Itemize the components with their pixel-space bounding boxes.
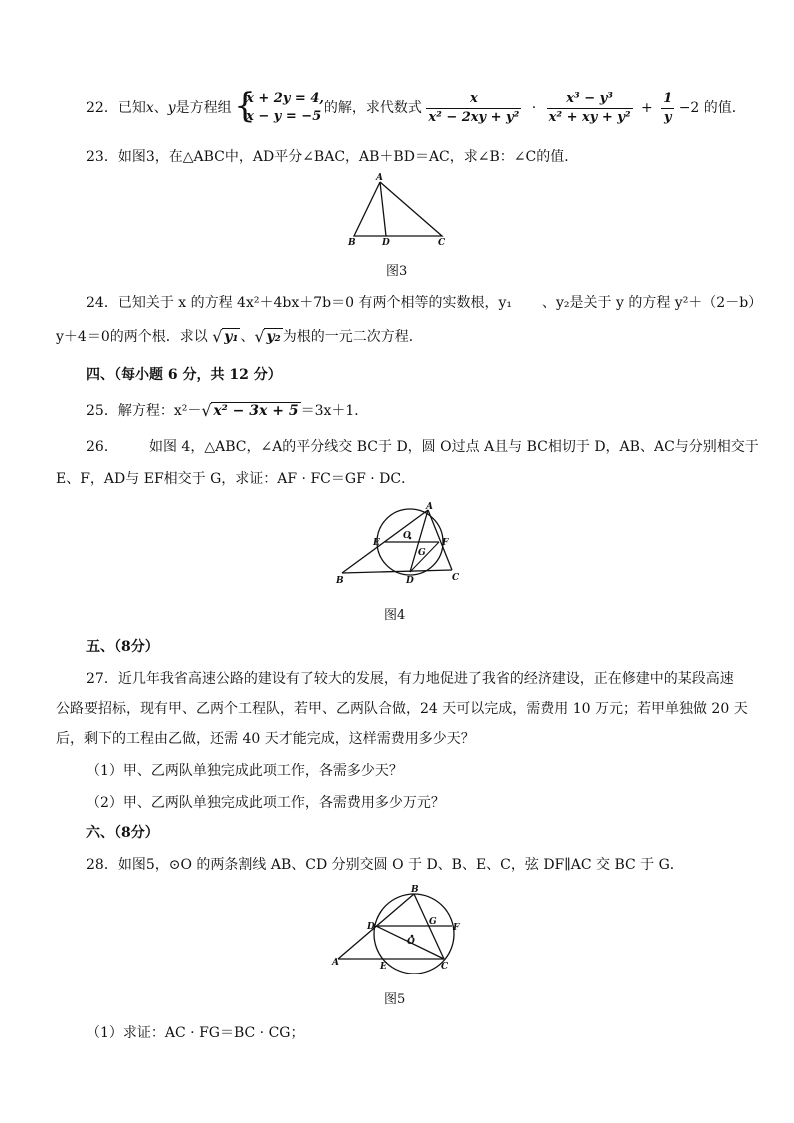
fig3-label-a: A xyxy=(376,173,383,183)
q22-line xyxy=(86,86,746,130)
q24-sep: 、 xyxy=(240,329,255,345)
q23-text: 23．如图3，在△ABC中，AD平分∠BAC，AB＋BD＝AC，求∠B：∠C的值． xyxy=(86,149,579,165)
section6-title: 六、（8分） xyxy=(86,825,159,841)
fig5-label-c: C xyxy=(441,962,449,972)
figure-4 xyxy=(330,500,470,590)
q22-equation-system xyxy=(234,86,324,126)
q25-sqrt xyxy=(201,403,300,419)
q24-line1b-text: 、y₂是关于 y 的方程 y²＋（2－b） xyxy=(542,295,763,311)
brace-icon: { xyxy=(234,86,256,126)
q24-root2: y₂ xyxy=(266,329,281,345)
fig4-label-f: F xyxy=(442,538,449,548)
section5-title: 五、（8分） xyxy=(86,639,159,655)
q24-root1: y₁ xyxy=(224,329,239,345)
q28-text: 28．如图5，⊙O 的两条割线 AB、CD 分别交圆 O 于 D、B、E、C，弦 DF∥AC 交 BC 于 G． xyxy=(86,857,684,873)
q22-plus: + xyxy=(641,100,653,116)
section4-title: 四、（每小题 6 分，共 12 分） xyxy=(86,367,282,383)
q22-mid: 是方程组 xyxy=(175,100,232,116)
fig3-bisector-ad xyxy=(380,182,386,236)
q22-f1-den: x² − 2xy + y² xyxy=(428,109,520,125)
q22-post: 的解，求代数式 xyxy=(323,100,422,116)
sqrt-icon: √ xyxy=(212,327,223,346)
q27-sub1: （1）甲、乙两队单独完成此项工作，各需多少天？ xyxy=(86,763,403,779)
q22-fraction-2 xyxy=(547,90,633,127)
q22-f2-num: x³ − y³ xyxy=(547,90,633,109)
fig5-label-o: O xyxy=(407,937,415,947)
fig3-label-b: B xyxy=(348,238,356,248)
fig4-label-d: D xyxy=(406,576,414,586)
q22-f3-den: y xyxy=(663,109,672,125)
q24-line1 xyxy=(86,292,762,312)
fig5-label-d: D xyxy=(367,922,375,932)
q22-fraction-3 xyxy=(661,90,674,127)
sqrt-icon: √ xyxy=(201,401,212,420)
q22-eq1: x + 2y = 4, xyxy=(246,91,324,106)
q22-f1-num: x xyxy=(426,90,521,109)
figure-3 xyxy=(340,170,460,250)
fig3-label-d: D xyxy=(382,238,390,248)
fig4-label-a: A xyxy=(426,502,433,512)
q24-line2 xyxy=(56,326,423,346)
fig4-label-o: O xyxy=(403,531,411,541)
fig3-triangle xyxy=(354,182,442,236)
fig5-label-b: B xyxy=(411,885,419,895)
q22-var-x: x xyxy=(145,100,154,116)
q22-prefix: 22．已知 xyxy=(86,100,146,116)
fig4-line-ac xyxy=(428,510,452,570)
q27-line3: 后，剩下的工程由乙做，还需 40 天才能完成，这样需费用多少天？ xyxy=(56,731,475,747)
q22-f3-num: 1 xyxy=(661,90,674,109)
q27-line2: 公路要招标，现有甲、乙两个工程队，若甲、乙两队合做，24 天可以完成，需费用 10 万元；若甲单独做 20 天 xyxy=(56,701,748,717)
q24-sqrt-y2 xyxy=(254,329,282,345)
fig5-label-e: E xyxy=(380,962,387,972)
sqrt-icon: √ xyxy=(254,327,265,346)
q27-sub2: （2）甲、乙两队单独完成此项工作，各需费用多少万元？ xyxy=(86,795,445,811)
q25-radicand: x² − 3x + 5 xyxy=(213,403,299,419)
fig3-caption: 图3 xyxy=(386,264,408,279)
fig3-label-c: C xyxy=(438,238,446,248)
q22-comma: 、 xyxy=(153,100,168,116)
q27-line1: 27．近几年我省高速公路的建设有了较大的发展，有力地促进了我省的经济建设，正在修建中的某段高速 xyxy=(86,671,734,687)
fig4-label-c: C xyxy=(452,573,460,583)
q24-sqrt-y1 xyxy=(212,329,240,345)
q26-line2: E、F，AD与 EF相交于 G，求证：AF · FC＝GF · DC． xyxy=(56,471,416,487)
fig4-label-g: G xyxy=(418,548,426,558)
q22-eq2: x − y = −5 xyxy=(246,109,322,124)
q25-post: ＝3x＋1． xyxy=(300,403,369,419)
q22-var-y: y xyxy=(167,100,176,116)
q24-line1-text: 24．已知关于 x 的方程 4x²＋4bx＋7b＝0 有两个相等的实数根，y₁ xyxy=(86,295,512,311)
figure-5 xyxy=(328,882,468,974)
q22-f2-den: x² + xy + y² xyxy=(548,109,631,125)
q24-line2a: y＋4＝0的两个根．求以 xyxy=(56,329,208,345)
fig5-caption: 图5 xyxy=(384,992,406,1007)
q22-fraction-1 xyxy=(426,90,521,127)
q22-tail: −2 的值． xyxy=(678,100,746,116)
q28-sub1: （1）求证：AC · FG＝BC · CG； xyxy=(86,1025,305,1041)
fig4-caption: 图4 xyxy=(384,608,406,623)
q22-dot: · xyxy=(531,100,537,116)
fig4-label-b: B xyxy=(336,576,344,586)
q24-line2b: 为根的一元二次方程． xyxy=(282,329,423,345)
q26-line1: 26． 如图 4，△ABC，∠A的平分线交 BC于 D，圆 O过点 A且与 BC相切于 D，AB、AC与分别相交于 xyxy=(86,439,759,455)
q25-pre: 25．解方程：x²－ xyxy=(86,403,202,419)
fig5-label-g: G xyxy=(429,917,437,927)
fig5-label-a: A xyxy=(332,958,339,968)
fig4-label-e: E xyxy=(373,538,380,548)
fig5-label-f: F xyxy=(453,923,460,933)
q25-line xyxy=(86,400,368,420)
